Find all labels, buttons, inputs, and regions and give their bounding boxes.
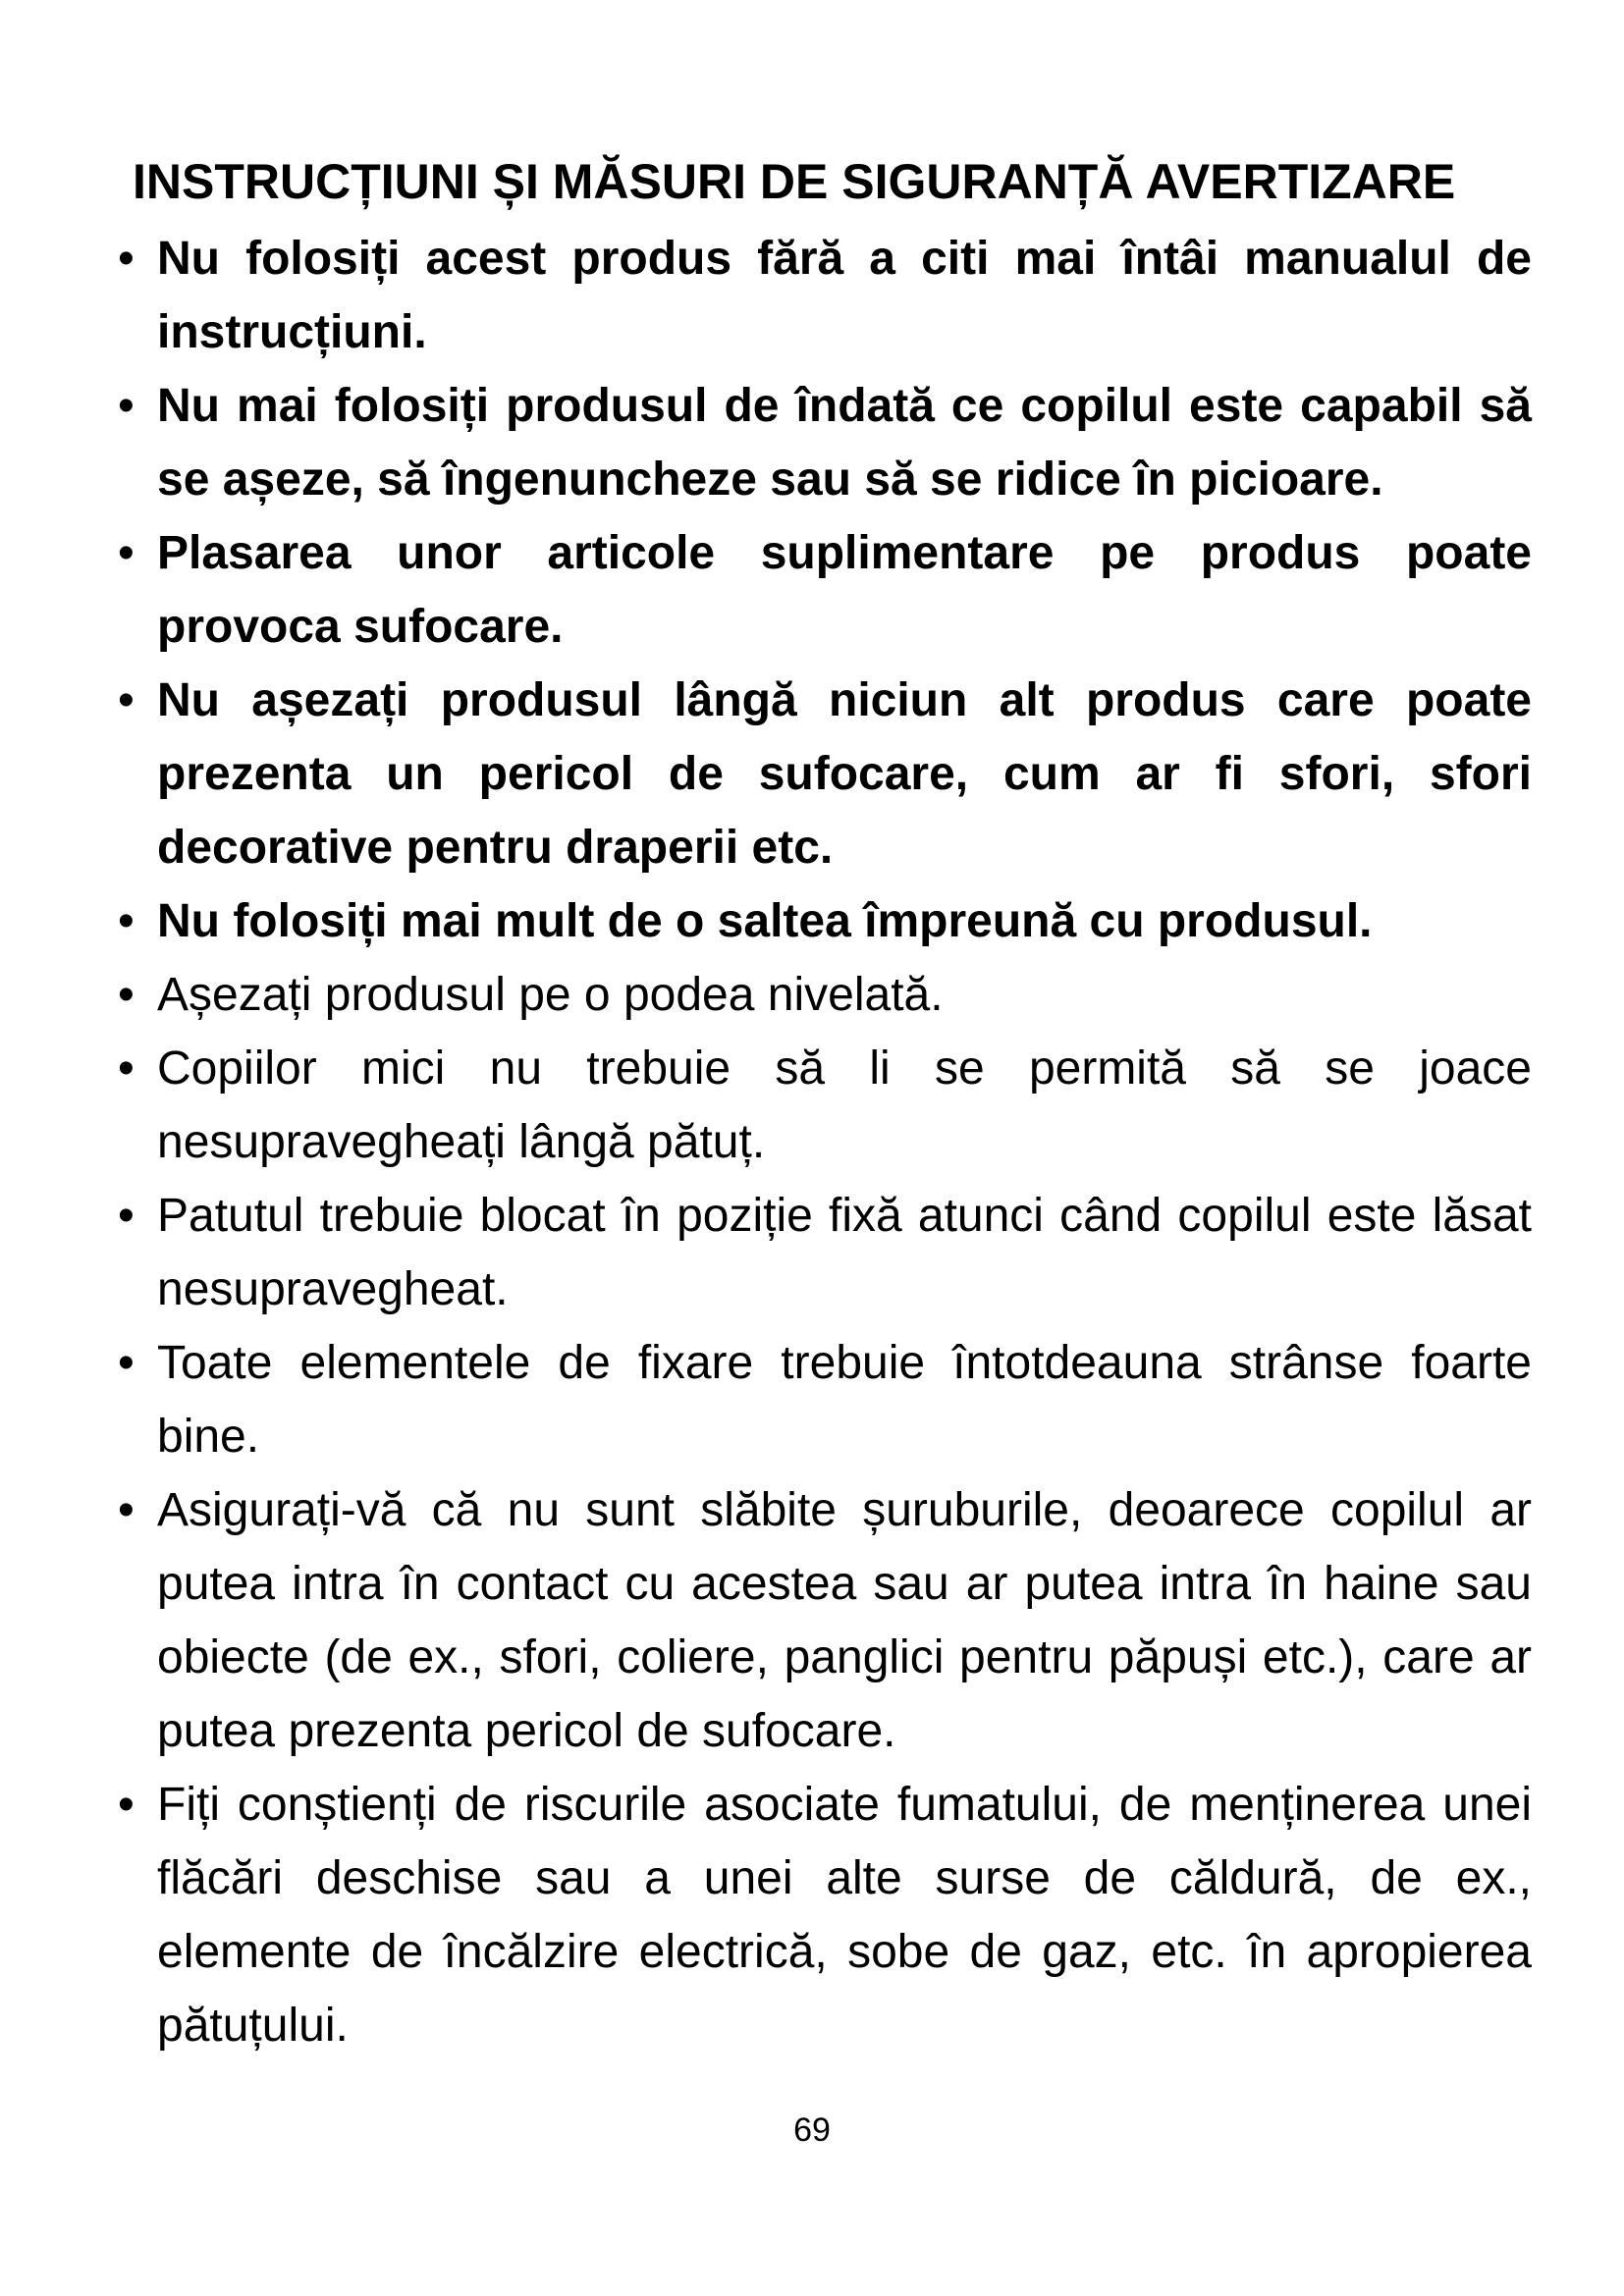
page-title: INSTRUCȚIUNI ȘI MĂSURI DE SIGURANȚĂ AVERTIZARE	[133, 154, 1456, 209]
bullet-icon: •	[118, 1484, 135, 1536]
bullet-icon: •	[118, 895, 135, 947]
list-item	[118, 884, 1532, 958]
bullet-icon: •	[118, 1337, 135, 1389]
list-item-text: Copiilor mici nu trebuie să li se permită să se joace nesupravegheați lângă pătuț.	[157, 1042, 1532, 1168]
list-item-text: Toate elementele de fixare trebuie întotdeauna strânse foarte bine.	[157, 1337, 1532, 1463]
list-item-text: Plasarea unor articole suplimentare pe produs poate provoca sufocare.	[157, 527, 1532, 653]
list-item-text: Nu așezați produsul lângă niciun alt produs care poate prezenta un pericol de sufocare, cum ar fi sfori, sfori decorative pentru draperii etc.	[157, 674, 1532, 874]
list-item	[118, 222, 1532, 369]
bullet-icon: •	[118, 1042, 135, 1095]
page-number: 69	[793, 2111, 831, 2149]
list-item	[118, 958, 1532, 1032]
bullet-icon: •	[118, 527, 135, 579]
bullet-icon: •	[118, 1779, 135, 1831]
instruction-list	[118, 222, 1532, 2062]
list-item-text: Patutul trebuie blocat în poziție fixă atunci când copilul este lăsat nesupravegheat.	[157, 1190, 1532, 1315]
list-item-text: Nu mai folosiți produsul de îndată ce copilul este capabil să se așeze, să îngenuncheze sau să se ridice în picioare.	[157, 380, 1532, 506]
list-item	[118, 516, 1532, 664]
list-item	[118, 1032, 1532, 1179]
list-item	[118, 369, 1532, 516]
list-item-text: Fiți conștienți de riscurile asociate fumatului, de menținerea unei flăcări deschise sau a unei alte surse de căldură, de ex., elemente de încălzire electrică, sobe de gaz, etc. în apropierea pătuțului.	[157, 1779, 1532, 2052]
list-item	[118, 1473, 1532, 1768]
list-item-text: Nu folosiți mai mult de o saltea împreună cu produsul.	[157, 895, 1373, 947]
list-item	[118, 1768, 1532, 2062]
list-item-text: Așezați produsul pe o podea nivelată.	[157, 969, 944, 1021]
bullet-icon: •	[118, 1190, 135, 1242]
list-item-text: Nu folosiți acest produs fără a citi mai întâi manualul de instrucțiuni.	[157, 233, 1532, 358]
list-item	[118, 1326, 1532, 1473]
bullet-icon: •	[118, 969, 135, 1021]
list-item	[118, 664, 1532, 884]
bullet-icon: •	[118, 380, 135, 432]
list-item	[118, 1179, 1532, 1326]
list-item-text: Asigurați-vă că nu sunt slăbite șuruburile, deoarece copilul ar putea intra în contact cu acestea sau ar putea intra în haine sau obiecte (de ex., sfori, coliere, panglici pentru păpuși etc.), care ar putea prezenta pericol de sufocare.	[157, 1484, 1532, 1757]
bullet-icon: •	[118, 674, 135, 726]
bullet-icon: •	[118, 233, 135, 285]
